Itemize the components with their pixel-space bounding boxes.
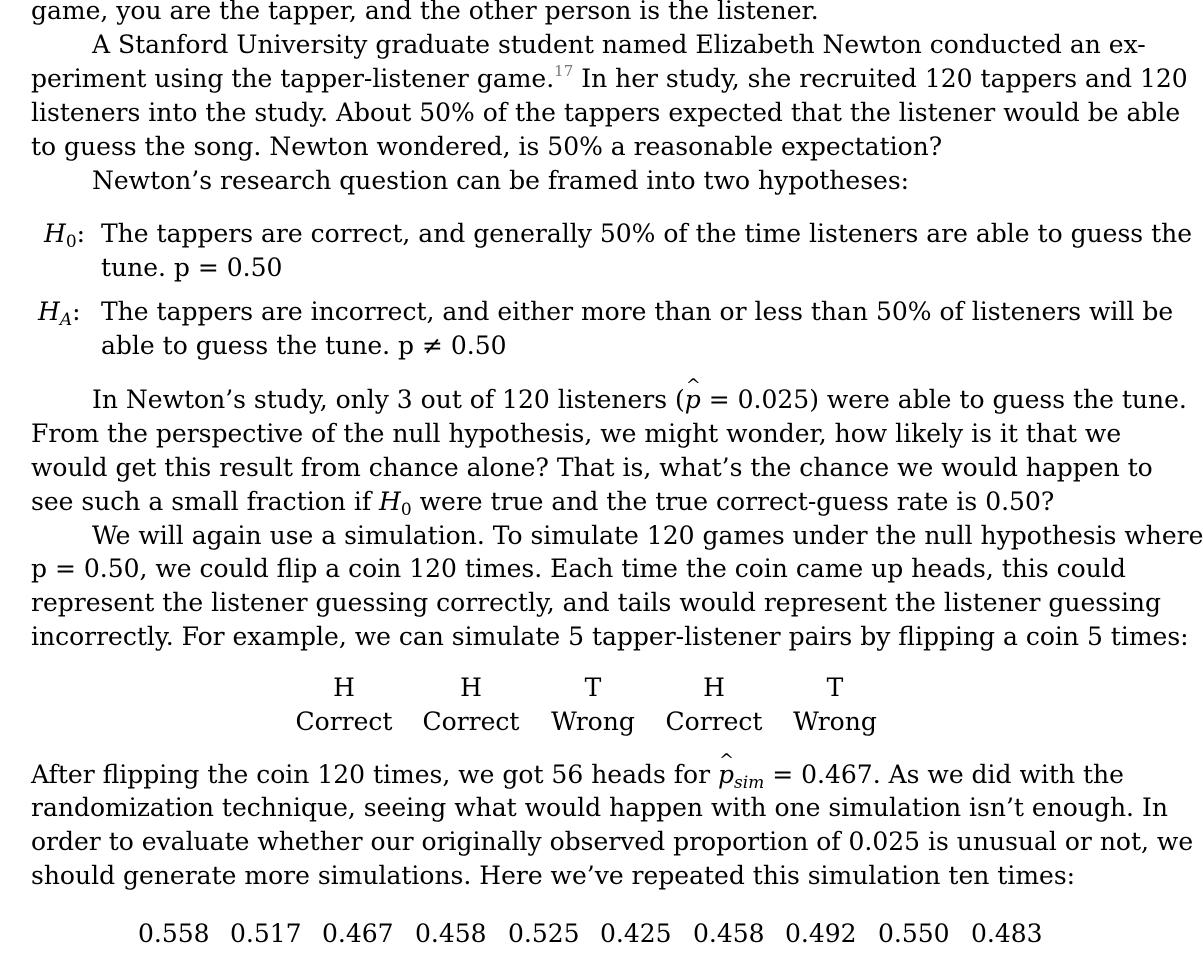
paragraph-text: We will again use a simulation. To simulate 120 games under the null hypothesis where	[92, 521, 1203, 550]
simulation-value: 0.458	[415, 919, 487, 948]
footnote-marker[interactable]: 17	[554, 62, 574, 80]
simulation-value: 0.558	[138, 919, 210, 948]
h-symbol: H	[379, 487, 401, 516]
sim-subscript: sim	[734, 773, 765, 793]
alt-hypothesis-text: The tappers are incorrect, and either more than or less than 50% of listeners will be	[101, 297, 1174, 326]
paragraph-text: In Newton’s study, only 3 out of 120 listeners (	[92, 385, 685, 414]
coin-flip: T	[584, 673, 602, 702]
paragraph-text	[31, 62, 1188, 96]
simulation-value: 0.467	[322, 919, 394, 948]
simulation-value: 0.550	[878, 919, 950, 948]
paragraph-text: should generate more simulations. Here we’ve repeated this simulation ten times:	[31, 861, 1076, 890]
h-subscript: 0	[400, 500, 412, 520]
simulation-value: 0.517	[230, 919, 302, 948]
h-subscript: 0	[65, 232, 77, 252]
paragraph-text: Newton’s research question can be framed into two hypotheses:	[92, 166, 910, 195]
paragraph-text: After flipping the coin 120 times, we got 56 heads for	[31, 760, 718, 789]
alt-hypothesis-label: $H_A$:	[38, 297, 81, 330]
p-hat-symbol: ^ p	[718, 758, 734, 792]
simulation-value: 0.425	[600, 919, 672, 948]
paragraph-text: game, you are the tapper, and the other person is the listener.	[31, 0, 819, 25]
paragraph-text: = 0.025) were able to guess the tune.	[700, 385, 1187, 414]
paragraph-text: periment using the tapper-listener game.	[31, 64, 555, 93]
paragraph-text: A Stanford University graduate student named Elizabeth Newton conducted an ex-	[92, 30, 1146, 59]
paragraph-text: In her study, she recruited 120 tappers and 120	[573, 64, 1188, 93]
paragraph-text	[31, 758, 1124, 792]
null-hypothesis-text: The tappers are correct, and generally 50% of the time listeners are able to guess the	[101, 219, 1193, 248]
paragraph-text: listeners into the study. About 50% of the tappers expected that the listener would be able	[31, 98, 1181, 127]
paragraph-text: represent the listener guessing correctly, and tails would represent the listener guessing	[31, 588, 1162, 617]
paragraph-text: From the perspective of the null hypothesis, we might wonder, how likely is it that we	[31, 419, 1122, 448]
paragraph-text: = 0.467. As we did with the	[764, 760, 1124, 789]
paragraph-text	[92, 383, 1187, 417]
paragraph-text	[31, 485, 1054, 519]
coin-result: Correct	[665, 707, 763, 736]
coin-flip: H	[703, 673, 725, 702]
coin-result: Wrong	[551, 707, 635, 736]
coin-flip: H	[333, 673, 355, 702]
coin-flip: T	[826, 673, 844, 702]
p-hat-symbol: ^ p	[685, 383, 701, 417]
simulation-value: 0.458	[693, 919, 765, 948]
paragraph-text: see such a small fraction if	[31, 487, 380, 516]
simulation-value: 0.483	[971, 919, 1043, 948]
paragraph-text: would get this result from chance alone? That is, what’s the chance we would happen to	[31, 453, 1153, 482]
h-symbol: H	[38, 297, 60, 326]
simulation-value: 0.525	[508, 919, 580, 948]
h-symbol: H	[44, 219, 66, 248]
paragraph-text: incorrectly. For example, we can simulate 5 tapper-listener pairs by flipping a coin 5 times:	[31, 622, 1189, 651]
paragraph-text: randomization technique, seeing what would happen with one simulation isn’t enough. In	[31, 793, 1168, 822]
paragraph-text: to guess the song. Newton wondered, is 50% a reasonable expectation?	[31, 132, 943, 161]
h-subscript: A	[59, 310, 73, 330]
null-hypothesis-text: tune. p = 0.50	[101, 253, 283, 282]
alt-hypothesis-text: able to guess the tune. p ≠ 0.50	[101, 331, 507, 360]
paragraph-text: p = 0.50, we could flip a coin 120 times. Each time the coin came up heads, this could	[31, 554, 1126, 583]
coin-result: Wrong	[793, 707, 877, 736]
coin-result: Correct	[295, 707, 393, 736]
simulation-value: 0.492	[785, 919, 857, 948]
coin-result: Correct	[422, 707, 520, 736]
paragraph-text: were true and the true correct-guess rate is 0.50?	[411, 487, 1055, 516]
coin-flip: H	[460, 673, 482, 702]
paragraph-text: order to evaluate whether our originally observed proportion of 0.025 is unusual or not, we	[31, 827, 1194, 856]
null-hypothesis-label: $H_0$:	[44, 219, 86, 252]
